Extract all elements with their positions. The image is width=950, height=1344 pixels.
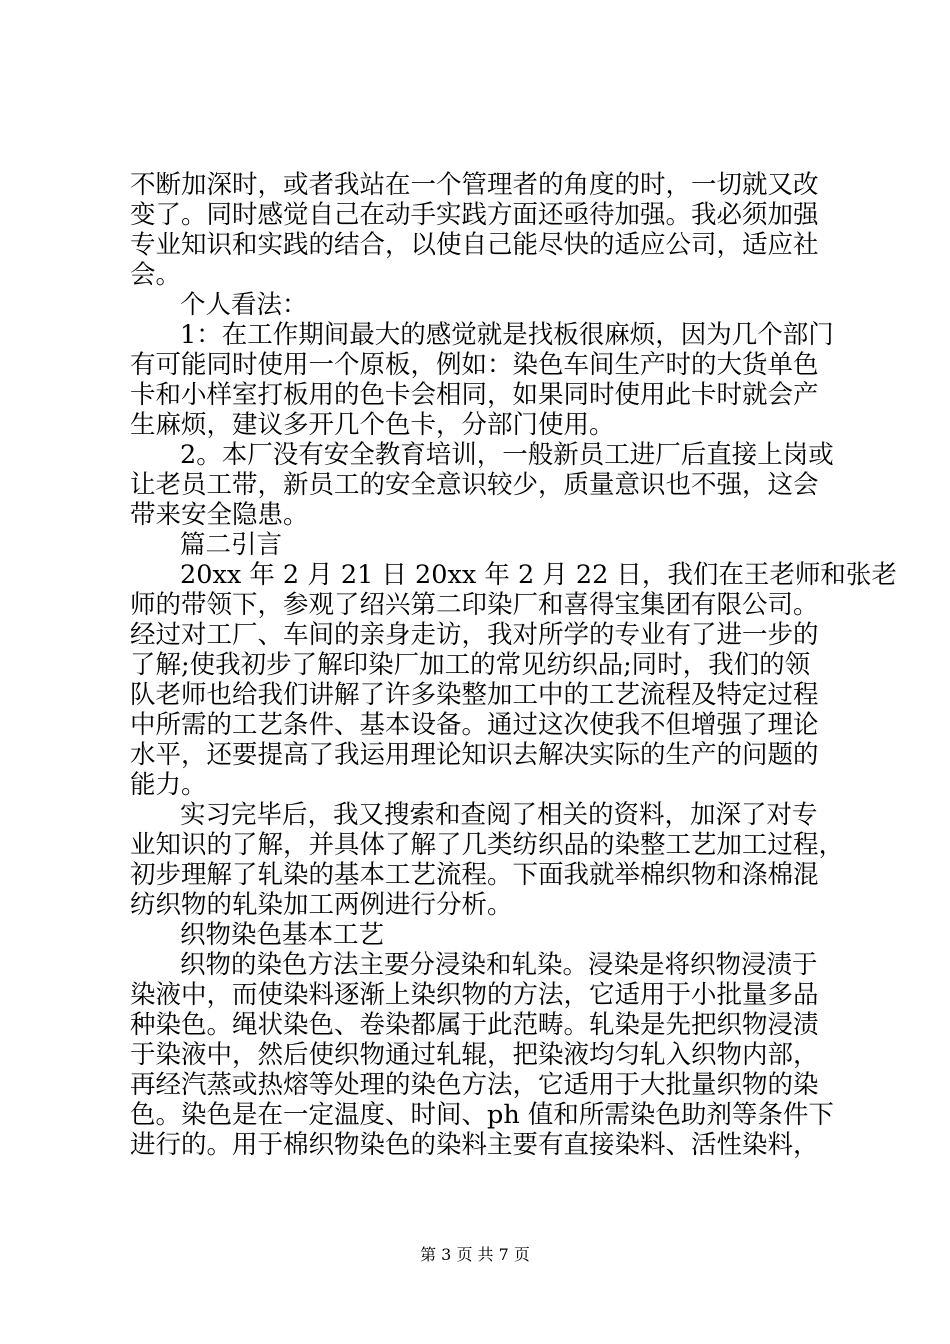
body-line: 经过对工厂、车间的亲身走访，我对所学的专业有了进一步的 — [130, 620, 819, 650]
body-line: 2。本厂没有安全教育培训，一般新员工进厂后直接上岗或 — [180, 440, 834, 470]
body-line: 再经汽蒸或热熔等处理的染色方法，它适用于大批量织物的染 — [130, 1070, 819, 1100]
section-heading: 篇二引言 — [180, 530, 283, 560]
body-line: 业知识的了解，并具体了解了几类纺织品的染整工艺加工过程， — [130, 830, 845, 860]
document-body — [130, 170, 897, 1160]
body-line: 染液中，而使染料逐渐上染织物的方法，它适用于小批量多品 — [130, 980, 819, 1010]
body-line: 队老师也给我们讲解了许多染整加工中的工艺流程及特定过程 — [130, 680, 819, 710]
body-line: 能力。 — [130, 770, 207, 800]
body-line: 实习完毕后，我又搜索和查阅了相关的资料，加深了对专 — [180, 800, 818, 830]
body-line: 生麻烦，建议多开几个色卡，分部门使用。 — [130, 410, 615, 440]
body-line: 进行的。用于棉织物染色的染料主要有直接染料、活性染料， — [130, 1130, 819, 1160]
section-heading: 织物染色基本工艺 — [180, 920, 385, 950]
body-line: 师的带领下，参观了绍兴第二印染厂和喜得宝集团有限公司。 — [130, 590, 819, 620]
body-line: 中所需的工艺条件、基本设备。通过这次使我不但增强了理论 — [130, 710, 819, 740]
section-heading: 个人看法： — [180, 290, 308, 320]
body-line: 卡和小样室打板用的色卡会相同，如果同时使用此卡时就会产 — [130, 380, 819, 410]
body-line: 了解;使我初步了解印染厂加工的常见纺织品;同时，我们的领 — [130, 650, 811, 680]
body-line: 让老员工带，新员工的安全意识较少，质量意识也不强，这会 — [130, 470, 819, 500]
page-footer: 第 3 页 共 7 页 — [420, 1245, 530, 1264]
body-line: 初步理解了轧染的基本工艺流程。下面我就举棉织物和涤棉混 — [130, 860, 819, 890]
body-line: 纺织物的轧染加工两例进行分析。 — [130, 890, 513, 920]
body-line: 1：在工作期间最大的感觉就是找板很麻烦，因为几个部门 — [180, 320, 834, 350]
body-line: 专业知识和实践的结合，以使自己能尽快的适应公司，适应社 — [130, 230, 819, 260]
body-line: 织物的染色方法主要分浸染和轧染。浸染是将织物浸渍于 — [180, 950, 818, 980]
body-line: 于染液中，然后使织物通过轧辊，把染液均匀轧入织物内部， — [130, 1040, 819, 1070]
body-line: 色。染色是在一定温度、时间、ph 值和所需染色助剂等条件下 — [130, 1100, 834, 1130]
body-line: 水平，还要提高了我运用理论知识去解决实际的生产的问题的 — [130, 740, 819, 770]
body-line: 有可能同时使用一个原板，例如：染色车间生产时的大货单色 — [130, 350, 819, 380]
body-line: 带来安全隐患。 — [130, 500, 309, 530]
body-line: 变了。同时感觉自己在动手实践方面还亟待加强。我必须加强 — [130, 200, 819, 230]
body-line: 会。 — [130, 260, 182, 290]
body-line: 不断加深时，或者我站在一个管理者的角度的时，一切就又改 — [130, 170, 819, 200]
body-line: 种染色。绳状染色、卷染都属于此范畴。轧染是先把织物浸渍 — [130, 1010, 819, 1040]
body-line: 20xx 年 2 月 21 日 20xx 年 2 月 22 日，我们在王老师和张老 — [180, 560, 897, 590]
